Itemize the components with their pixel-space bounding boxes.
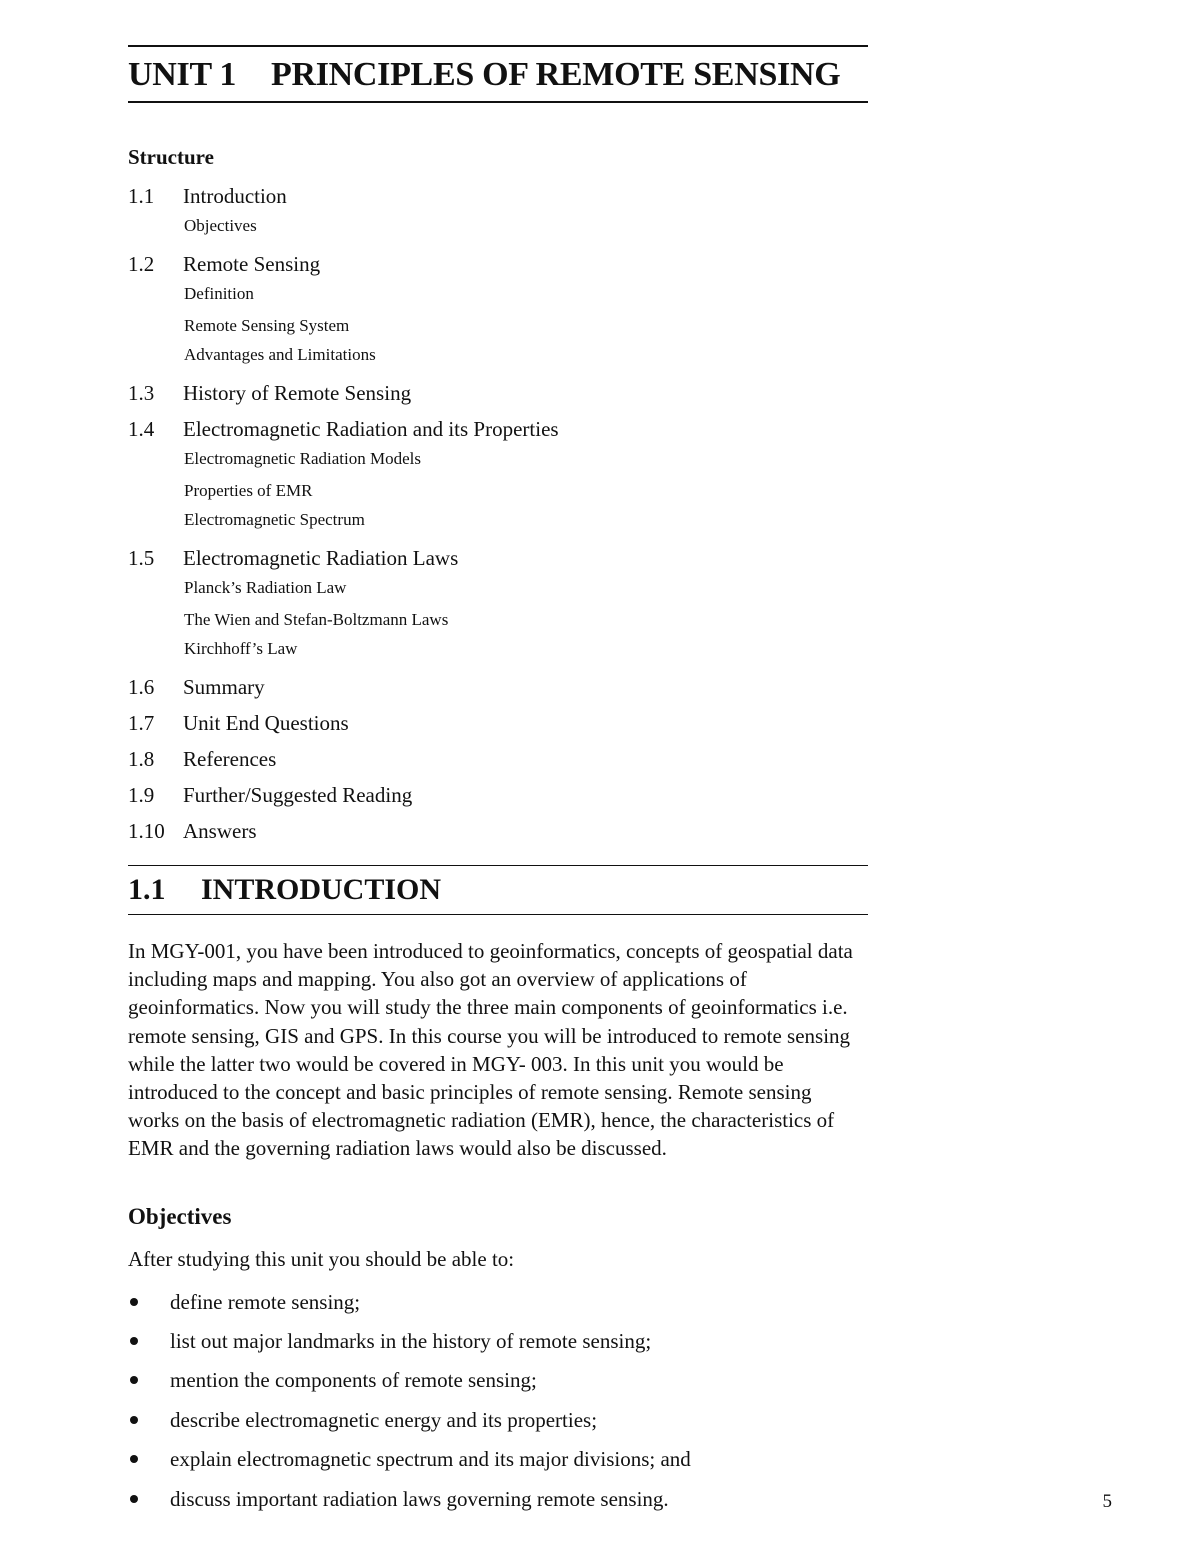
toc-entry bbox=[128, 705, 868, 741]
unit-number: UNIT 1 bbox=[128, 56, 237, 93]
section-number: 1.1 bbox=[128, 873, 166, 906]
toc-subentry: Advantages and Limitations bbox=[184, 345, 376, 364]
toc-entry-title: Remote Sensing bbox=[183, 252, 321, 276]
toc-entry-title: History of Remote Sensing bbox=[183, 381, 412, 405]
table-of-contents bbox=[128, 178, 868, 849]
objectives-heading: Objectives bbox=[128, 1203, 232, 1229]
objective-item bbox=[128, 1283, 868, 1322]
toc-entry-title: Summary bbox=[183, 675, 265, 699]
toc-entry bbox=[128, 411, 868, 447]
bullet-icon bbox=[130, 1416, 138, 1424]
toc-entry-number: 1.1 bbox=[128, 184, 155, 208]
bullet-icon bbox=[130, 1298, 138, 1306]
objective-text: mention the components of remote sensing; bbox=[170, 1368, 537, 1393]
toc-entry-title: Electromagnetic Radiation and its Properties bbox=[183, 417, 559, 441]
toc-entry-number: 1.9 bbox=[128, 783, 155, 807]
toc-subentry: Planck’s Radiation Law bbox=[184, 578, 347, 597]
toc-entry bbox=[128, 540, 868, 576]
toc-entry-title: Unit End Questions bbox=[183, 711, 349, 735]
toc-subentry: Properties of EMR bbox=[184, 481, 313, 500]
intro-paragraph: In MGY-001, you have been introduced to geoinformatics, concepts of geospatial data including maps and mapping. You also got an overview of applications of geoinformatics. Now you will study the three main components of geoinformatics i.e. remote sensing, GIS and GPS. In this course you will be introduced to remote sensing while the latter two would be covered in MGY- 003. In this unit you would be introduced to the concept and basic principles of remote sensing. Remote sensing works on the basis of electromagnetic radiation (EMR), hence, the characteristics of EMR and the governing radiation laws would also be discussed. bbox=[128, 939, 853, 1161]
objectives-lead: After studying this unit you should be able to: bbox=[128, 1246, 515, 1271]
toc-entry bbox=[128, 813, 868, 849]
section-bottom-rule bbox=[128, 914, 868, 915]
toc-entry-number: 1.7 bbox=[128, 711, 155, 735]
page-number: 5 bbox=[1102, 1491, 1112, 1512]
toc-subentry: Kirchhoff’s Law bbox=[184, 639, 298, 658]
objective-item bbox=[128, 1401, 868, 1440]
objective-text: define remote sensing; bbox=[170, 1289, 361, 1314]
unit-title bbox=[128, 47, 868, 101]
objective-text: list out major landmarks in the history of remote sensing; bbox=[170, 1329, 652, 1354]
toc-entry bbox=[128, 246, 868, 282]
toc-subentry: Objectives bbox=[184, 216, 257, 235]
toc-entry-number: 1.6 bbox=[128, 675, 155, 699]
document-page bbox=[128, 0, 868, 1519]
objective-item bbox=[128, 1440, 868, 1479]
objective-item bbox=[128, 1322, 868, 1361]
toc-entry-number: 1.10 bbox=[128, 819, 165, 843]
bullet-icon bbox=[130, 1376, 138, 1384]
title-bottom-rule bbox=[128, 101, 868, 103]
toc-subentry: The Wien and Stefan-Boltzmann Laws bbox=[184, 610, 449, 629]
toc-entry-title: Electromagnetic Radiation Laws bbox=[183, 546, 459, 570]
toc-entry-title: References bbox=[183, 747, 277, 771]
toc-subentry: Definition bbox=[184, 284, 254, 303]
bullet-icon bbox=[130, 1337, 138, 1345]
bullet-icon bbox=[130, 1455, 138, 1463]
toc-entry-number: 1.3 bbox=[128, 381, 155, 405]
objective-text: explain electromagnetic spectrum and its major divisions; and bbox=[170, 1447, 691, 1472]
toc-subentry: Electromagnetic Radiation Models bbox=[184, 449, 421, 468]
toc-entry-title: Further/Suggested Reading bbox=[183, 783, 413, 807]
toc-entry-number: 1.2 bbox=[128, 252, 155, 276]
objective-text: discuss important radiation laws governing remote sensing. bbox=[170, 1486, 669, 1511]
toc-entry bbox=[128, 178, 868, 214]
toc-subentry: Remote Sensing System bbox=[184, 316, 350, 335]
objectives-list bbox=[128, 1283, 868, 1519]
toc-entry-number: 1.4 bbox=[128, 417, 155, 441]
section-name: INTRODUCTION bbox=[201, 873, 442, 906]
toc-entry bbox=[128, 375, 868, 411]
bullet-icon bbox=[130, 1495, 138, 1503]
toc-entry bbox=[128, 669, 868, 705]
objective-item bbox=[128, 1480, 868, 1519]
unit-name: PRINCIPLES OF REMOTE SENSING bbox=[271, 56, 841, 93]
objective-text: describe electromagnetic energy and its properties; bbox=[170, 1407, 598, 1432]
toc-entry-title: Answers bbox=[183, 819, 257, 843]
toc-entry bbox=[128, 741, 868, 777]
objective-item bbox=[128, 1361, 868, 1400]
toc-entry-title: Introduction bbox=[183, 184, 287, 208]
structure-label: Structure bbox=[128, 145, 214, 169]
toc-subentry: Electromagnetic Spectrum bbox=[184, 510, 365, 529]
toc-entry bbox=[128, 777, 868, 813]
toc-entry-number: 1.8 bbox=[128, 747, 155, 771]
section-title bbox=[128, 866, 868, 914]
toc-entry-number: 1.5 bbox=[128, 546, 155, 570]
